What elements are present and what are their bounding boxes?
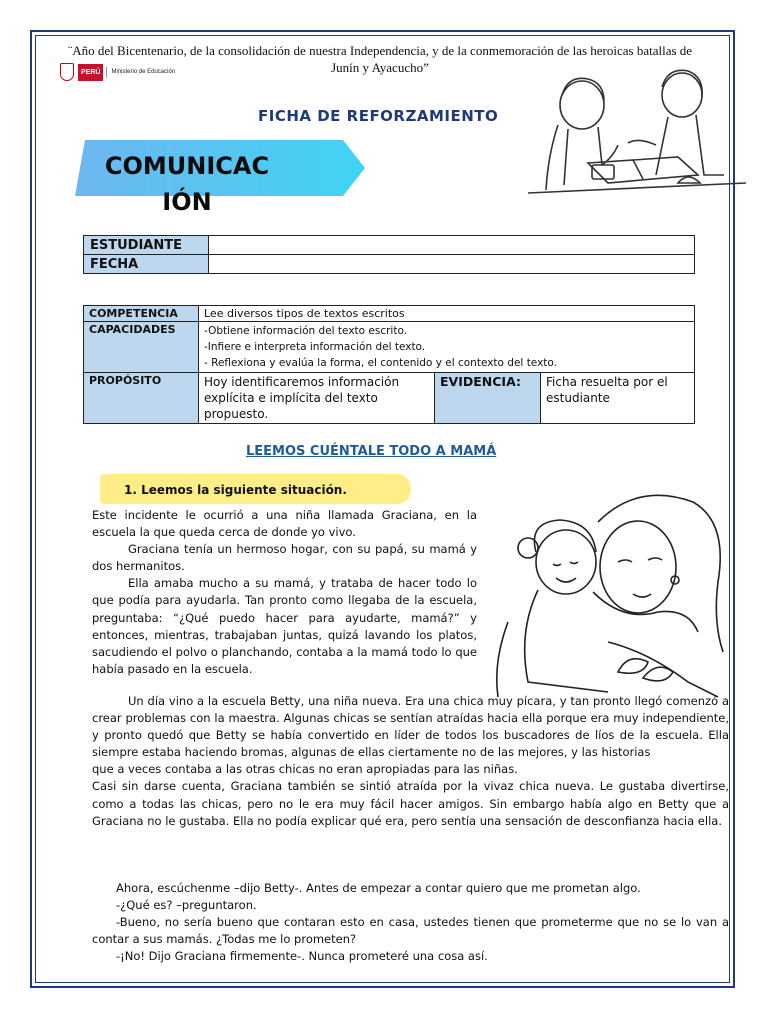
story-intro	[92, 507, 477, 678]
story-paragraph: Casi sin darse cuenta, Graciana también se sintió atraída por la vivaz chica nueva. Le gustaba divertirse, como a todas las chicas, pero no le era muy fácil hacer amigos. Sin embargo había algo en Betty que a Graciana no le gustaba. Ella no podía explicar qué era, pero sentía una sensación de desconfianza hacia ella.	[92, 779, 729, 828]
student-row	[84, 236, 695, 255]
subject-line-2: IÓN	[162, 188, 212, 216]
capacidades-row	[84, 322, 695, 373]
story-paragraph: que a veces contaba a las otras chicas no eran apropiadas para las niñas.	[92, 762, 518, 777]
dialogue-line: -Bueno, no sería bueno que contaran esto en casa, ustedes tienen que prometerme que no se lo van a contar a sus mamás. ¿Todas me lo prometen?	[92, 915, 729, 947]
evidencia-label: EVIDENCIA:	[435, 373, 541, 424]
competencia-value: Lee diversos tipos de textos escritos	[199, 306, 695, 322]
story-paragraph: Graciana tenía un hermoso hogar, con su papá, su mamá y dos hermanitos.	[92, 542, 477, 574]
proposito-value: Hoy identificaremos información explícita e implícita del texto propuesto.	[199, 373, 435, 424]
reading-title: LEEMOS CUÉNTALE TODO A MAMÁ	[246, 444, 497, 459]
minedu-logo	[60, 63, 195, 81]
story-dialogue	[92, 880, 729, 965]
student-label: ESTUDIANTE	[84, 236, 209, 255]
page-title: FICHA DE REFORZAMIENTO	[258, 107, 499, 125]
date-row	[84, 255, 695, 274]
dialogue-line: Ahora, escúchenme –dijo Betty-. Antes de empezar a contar quiero que me prometan algo.	[116, 881, 641, 895]
capacidad-item: - Reflexiona y evalúa la forma, el contenido y el contexto del texto.	[204, 357, 557, 369]
info-table	[83, 305, 695, 424]
proposito-row	[84, 373, 695, 424]
subject-name	[102, 148, 272, 220]
year-motto: ¨Año del Bicentenario, de la consolidación de nuestra Independencia, y de la conmemoración de las heroicas batallas de Junín y Ayacucho”	[67, 43, 693, 75]
logo-ministry: Ministerio de Educación	[106, 67, 195, 78]
subject-line-1: COMUNICAC	[104, 152, 270, 180]
story-paragraph: Este incidente le ocurrió a una niña llamada Graciana, en la escuela la que queda cerca de donde yo vivo.	[92, 508, 477, 540]
dialogue-line: -¿Qué es? –preguntaron.	[116, 898, 257, 913]
story-paragraph: Ella amaba mucho a su mamá, y trataba de hacer todo lo que podía para ayudarla. Tan pronto como llegaba de la escuela, preguntaba: “¿Qué puedo hacer para ayudarte, mamá?” y entonces, mientras, trabajaban juntas, quizá lavando los platos, sacudiendo el polvo o planchando, contaba a la mamá todo lo que había pasado en la escuela.	[92, 576, 477, 676]
competencia-row	[84, 306, 695, 322]
student-field[interactable]	[209, 236, 695, 255]
logo-country: PERÚ	[78, 64, 103, 81]
proposito-label: PROPÓSITO	[84, 373, 199, 424]
instruction-text: 1. Leemos la siguiente situación.	[124, 483, 347, 497]
competencia-label: COMPETENCIA	[84, 306, 199, 322]
evidencia-value: Ficha resuelta por el estudiante	[541, 373, 695, 424]
capacidades-label: CAPACIDADES	[84, 322, 199, 373]
mother-daughter-hug-illustration	[488, 482, 733, 702]
student-table	[83, 235, 695, 274]
story-paragraph: Un día vino a la escuela Betty, una niña nueva. Era una chica muy pícara, y tan pronto llegó comenzó a crear problemas con la maestra. Algunas chicas se sentían atraídas hacia ella porque era muy independiente, y pronto quedó que Betty se había convertido en líder de todos los buscadores de líos de la escuela. Ella siempre estaba haciendo bromas, algunas de ellas ciertamente no de las mejores, y las historias	[92, 694, 729, 760]
children-reading-illustration	[528, 65, 746, 195]
shield-icon	[60, 63, 74, 81]
capacidades-list	[199, 322, 695, 373]
capacidad-item: -Infiere e interpreta información del texto.	[204, 341, 426, 353]
capacidad-item: -Obtiene información del texto escrito.	[204, 325, 408, 337]
dialogue-line: -¡No! Dijo Graciana firmemente-. Nunca prometeré una cosa así.	[116, 949, 488, 964]
story-middle	[92, 693, 729, 830]
date-label: FECHA	[84, 255, 209, 274]
date-field[interactable]	[209, 255, 695, 274]
